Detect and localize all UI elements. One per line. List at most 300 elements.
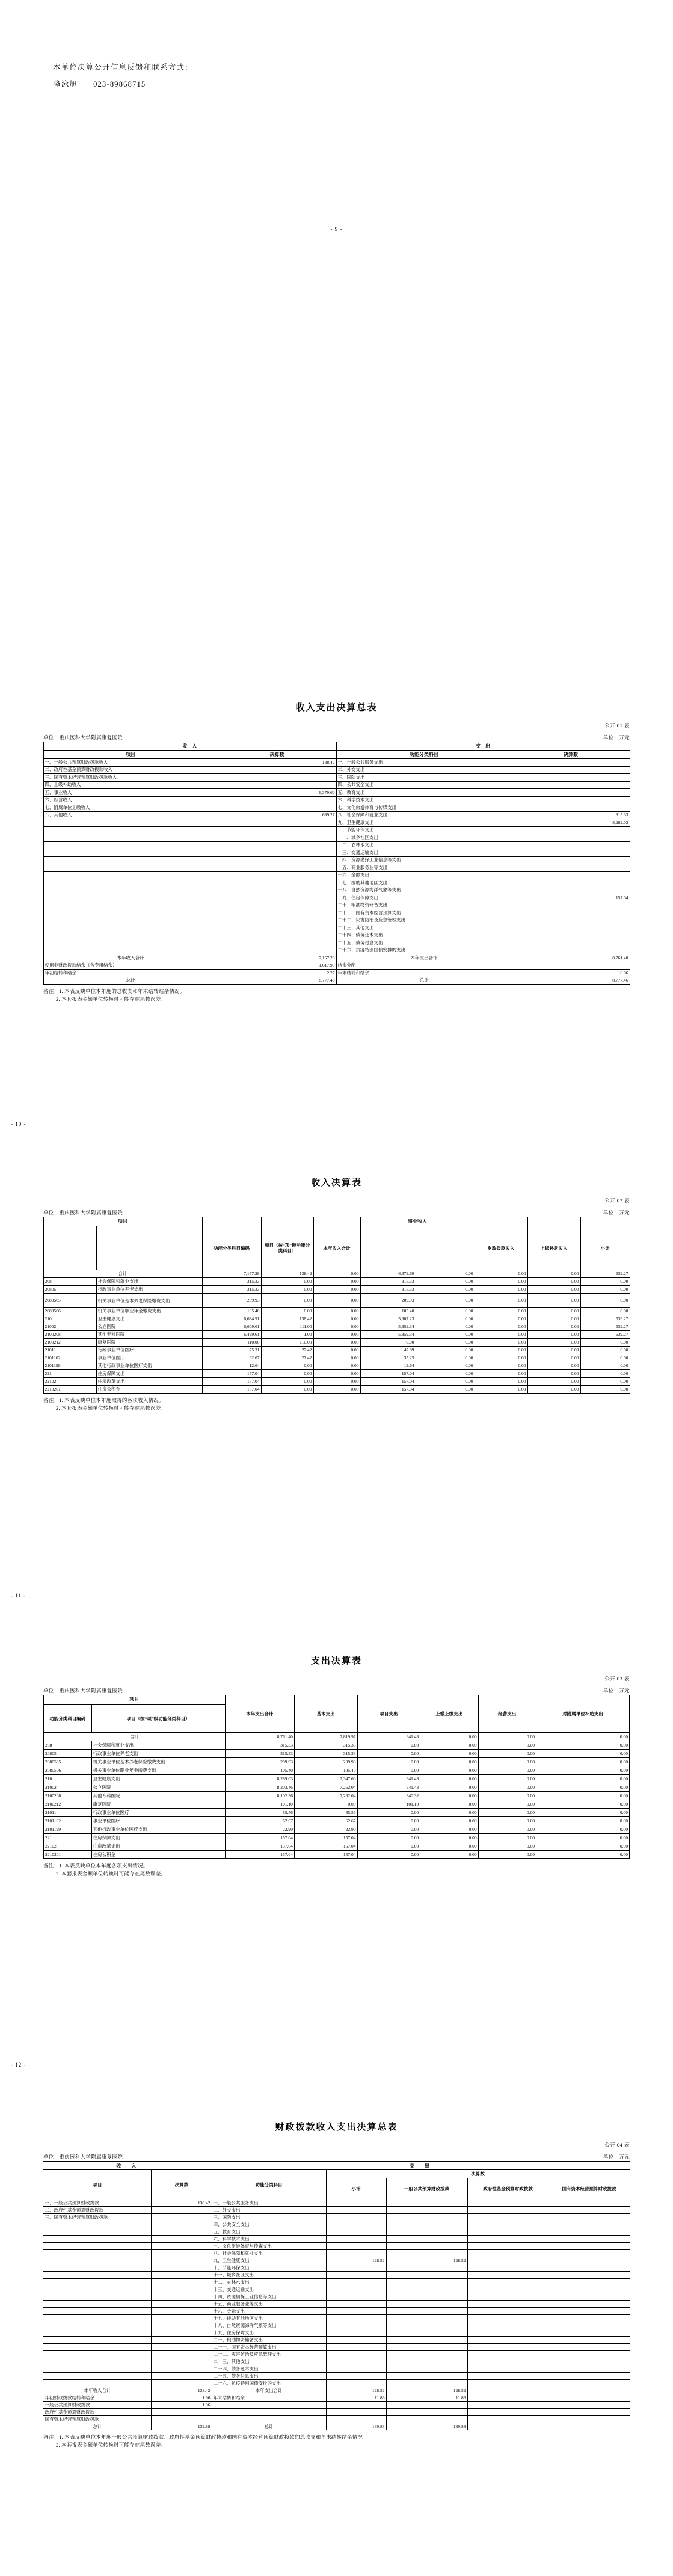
table1-head-final: 决算数: [218, 751, 336, 759]
table2-row-value-2: 0.00: [313, 1315, 360, 1323]
table1-income-value: [218, 902, 336, 909]
table2-row-value-5: 0.00: [475, 1270, 527, 1278]
table4-income-value: [152, 2380, 212, 2387]
table2-row-value-5: 0.00: [475, 1278, 527, 1286]
table2-row-value-6: 0.00: [527, 1386, 580, 1394]
table1-expend-label: 十六、金融支出: [336, 871, 512, 879]
table4-expend-label: 四、公共安全支出: [212, 2221, 326, 2228]
table2-row-value-3: 12.64: [360, 1362, 416, 1370]
table2-row-code: 2101199: [43, 1362, 96, 1370]
table1-income-label: [43, 932, 218, 939]
table2-row-value-2: 0.00: [313, 1286, 360, 1294]
table2-row-value-2: 0.00: [313, 1354, 360, 1362]
table-row: [43, 1347, 630, 1354]
table2-row-value-6: 0.00: [527, 1278, 580, 1286]
table1-income-value: [218, 766, 336, 774]
table1-expend-label: 十五、商业服务业等支出: [336, 864, 512, 872]
table4-summary-right-govfund: [467, 2416, 549, 2423]
table1-income-label: [43, 902, 218, 909]
table4-expend-subtotal: [326, 2301, 386, 2308]
table2-title: 收入决算表: [310, 1178, 362, 1188]
table3-row-value-4: 0.00: [478, 1766, 536, 1775]
table4-income-value: [152, 2344, 212, 2351]
table3-row-value-5: 0.00: [536, 1741, 629, 1750]
table1-expend-label: 十四、资源勘探工业信息等支出: [336, 856, 512, 864]
table1-summary-left-value: 2.27: [218, 970, 336, 977]
table1-summary-right-value: [512, 962, 630, 970]
table3-row-value-1: 315.33: [294, 1750, 357, 1758]
table4-income-value: [152, 2214, 212, 2221]
table2-row-name: 行政事业单位养老支出: [96, 1286, 202, 1294]
table1-income-label: 三、国有资本经营预算财政拨款收入: [43, 774, 218, 782]
table4-expend-govfund: [467, 2344, 549, 2351]
table2-row-name: 机关事业单位职业年金缴费支出: [96, 1308, 202, 1315]
table1-income-value: 138.42: [218, 759, 336, 767]
table-row: [43, 841, 630, 849]
table3-row-value-1: 209.93: [294, 1758, 357, 1766]
table1-income-label: [43, 924, 218, 932]
table4-expend-label: 十六、金融支出: [212, 2308, 326, 2315]
table2-row-value-7: 0.00: [580, 1278, 630, 1286]
table3-row-value-1: 7,347.60: [294, 1775, 357, 1783]
table3-row-value-0: 315.33: [225, 1741, 294, 1750]
table1-income-value: [218, 887, 336, 894]
table4-head-income: 收 入: [43, 2162, 212, 2170]
table2-row-name: 卫生健康支出: [96, 1315, 202, 1323]
table2-row-value-7: 0.00: [580, 1378, 630, 1386]
table2-row-value-2: 0.00: [313, 1370, 360, 1378]
table4-income-label: [43, 2228, 152, 2236]
table1-income-label: [43, 947, 218, 954]
table1-income-value: [218, 894, 336, 902]
table-row: [43, 856, 630, 864]
table4-expend-subtotal: [326, 2322, 386, 2329]
table2-row-value-7: 639.27: [580, 1315, 630, 1323]
table4-summary-left-label: 年初财政拨款结转和结余: [43, 2394, 152, 2402]
table2-row-value-1: 27.42: [261, 1347, 313, 1354]
table4-expend-label: 十八、自然资源海洋气象等支出: [212, 2322, 326, 2329]
table2-row-value-4: 0.00: [416, 1286, 475, 1294]
table4-income-label: [43, 2351, 152, 2358]
table4-expend-govfund: [467, 2199, 549, 2207]
table4-expend-stateasset: [549, 2329, 630, 2337]
table4-summary-left-value: [152, 2409, 212, 2416]
table4-expend-subtotal: [326, 2308, 386, 2315]
table1-income-label: [43, 871, 218, 879]
table2-row-value-2: 0.00: [313, 1347, 360, 1354]
table4-expend-govfund: [467, 2228, 549, 2236]
table3-row-value-4: 0.00: [478, 1800, 536, 1809]
table3-row-value-1: 7,819.97: [294, 1733, 357, 1741]
table-row: [43, 1354, 630, 1362]
table4-income-label: [43, 2286, 152, 2293]
table4-expend-general: [386, 2207, 467, 2214]
table1-expend-value: [512, 841, 630, 849]
table-row: [44, 1851, 630, 1859]
table1-summary-left-value: 1,617.90: [218, 962, 336, 970]
table-row: [43, 759, 630, 767]
table4-expend-general: [386, 2221, 467, 2228]
table4-expend-label: 二十二、灾害防治及应急管理支出: [212, 2351, 326, 2358]
table4-summary-left-value: 1.96: [152, 2394, 212, 2402]
table2-head-career-group: 事业收入: [360, 1217, 475, 1226]
table4-expend-label: 十五、商业服务业等支出: [212, 2301, 326, 2308]
table2-note-1: 备注：1. 本表反映单位本年度取得的各项收入情况。: [43, 1397, 164, 1403]
table3-row-value-3: 0.00: [420, 1792, 478, 1800]
table-row: [44, 1733, 630, 1741]
table2-row-value-5: 0.00: [475, 1386, 527, 1394]
table3-row-value-4: 0.00: [478, 1775, 536, 1783]
table1-expend-label: 十、节能环保支出: [336, 826, 512, 834]
table-row: [43, 1308, 630, 1315]
table-row: [44, 1750, 630, 1758]
table4-summary-right-stateasset: [549, 2423, 630, 2430]
table2-row-value-4: 0.00: [416, 1354, 475, 1362]
table4-expend-general: [386, 2250, 467, 2257]
table4-expend-stateasset: [549, 2308, 630, 2315]
table4-expend-govfund: [467, 2293, 549, 2301]
table3-row-value-3: 0.00: [420, 1775, 478, 1783]
table4-income-value: [152, 2329, 212, 2337]
table3-head-operating: 经营支出: [478, 1695, 536, 1733]
table2-row-value-1: 138.42: [261, 1270, 313, 1278]
table1-note-2: 2. 本套报表金额单位转换时可能存在尾数误差。: [56, 996, 167, 1002]
table2-row-name: 机关事业单位基本养老保险缴费支出: [96, 1294, 202, 1308]
table2-row-value-5: 0.00: [475, 1354, 527, 1362]
table-row: [43, 2315, 630, 2322]
table4-income-value: [152, 2315, 212, 2322]
table3-row-value-5: 0.00: [536, 1775, 629, 1783]
table4-expend-general: [386, 2373, 467, 2380]
table4-income-label: [43, 2322, 152, 2329]
table2-row-value-7: 0.00: [580, 1286, 630, 1294]
table-row: [43, 939, 630, 947]
table2-row-value-1: 111.00: [261, 1323, 313, 1331]
table3-row-value-5: 0.00: [536, 1800, 629, 1809]
table-row: [43, 2264, 630, 2272]
table4-expend-general: 128.52: [386, 2257, 467, 2264]
table-row: [43, 2207, 630, 2214]
table2-row-code: 21011: [43, 1347, 96, 1354]
table4-expend-govfund: [467, 2315, 549, 2322]
table2-note-2: 2. 本套报表金额单位转换时可能存在尾数误差。: [56, 1405, 167, 1411]
table3-row-value-4: 0.00: [478, 1842, 536, 1851]
table2-row-value-7: 0.00: [580, 1308, 630, 1315]
table2-row-value-5: 0.00: [475, 1308, 527, 1315]
table1-income-label: 一、一般公共预算财政拨款收入: [43, 759, 218, 767]
table-row: [43, 2221, 630, 2228]
table2-row-value-3: 157.04: [360, 1370, 416, 1378]
table4-expend-subtotal: [326, 2373, 386, 2380]
table1-summary-left-label: 本年收入合计: [43, 954, 218, 962]
table4-summary-right-label: 本年支出合计: [212, 2387, 326, 2394]
table4-income-value: 138.42: [152, 2199, 212, 2207]
table1-income-label: 二、政府性基金预算财政拨款收入: [43, 766, 218, 774]
table2-row-value-3: 5,859.34: [360, 1331, 416, 1339]
table-row: [43, 826, 630, 834]
table1-income-value: [218, 909, 336, 917]
table2-head-subtotal: 小计: [580, 1226, 630, 1270]
table4-expend-stateasset: [549, 2207, 630, 2214]
table1-summary-right-value: 8,761.40: [512, 954, 630, 962]
table2-row-value-6: 0.00: [527, 1315, 580, 1323]
table1-summary-left-label: 年初结转和结余: [43, 970, 218, 977]
table4-income-value: [152, 2293, 212, 2301]
table2-row-value-7: 0.00: [580, 1354, 630, 1362]
table4-expend-stateasset: [549, 2264, 630, 2272]
table4-income-label: [43, 2264, 152, 2272]
table1-income-label: 五、事业收入: [43, 789, 218, 797]
table3-row-value-0: 62.67: [225, 1817, 294, 1825]
table4-unit-label: 单位：重庆医科大学附属康复医院: [43, 2154, 123, 2160]
table4-income-value: [152, 2221, 212, 2228]
table1-head-income: 收 入: [43, 742, 336, 751]
table-row: [43, 1386, 630, 1394]
table4-summary-left-label: 总计: [43, 2423, 152, 2430]
table4-expend-stateasset: [549, 2373, 630, 2380]
table2-sheet-no: 公开 02 表: [604, 1197, 630, 1203]
contact-phone: 023-89868715: [93, 80, 146, 88]
table3-row-value-4: 0.00: [478, 1809, 536, 1817]
table-row: [43, 2250, 630, 2257]
table4-expend-govfund: [467, 2373, 549, 2380]
table4-expend-label: 八、社会保障和就业支出: [212, 2250, 326, 2257]
table-row: [43, 2308, 630, 2315]
table1-expend-label: 三、国防支出: [336, 774, 512, 782]
table1-expend-value: 157.04: [512, 894, 630, 902]
table3-row-code: 2101102: [44, 1817, 92, 1825]
table4-expend-subtotal: [326, 2236, 386, 2243]
table2-row-value-0: 157.04: [202, 1378, 261, 1386]
table4-expend-subtotal: [326, 2380, 386, 2387]
table-row: [43, 819, 630, 827]
table-row: [43, 932, 630, 939]
table3-row-value-4: 0.00: [478, 1834, 536, 1842]
table2-row-value-0: 6,609.61: [202, 1323, 261, 1331]
table4-expend-govfund: [467, 2351, 549, 2358]
table4-summary-right-general: 139.88: [386, 2423, 467, 2430]
table3-row-value-3: 0.00: [420, 1809, 478, 1817]
table-row: [43, 2365, 630, 2373]
table4-expend-govfund: [467, 2207, 549, 2214]
table-row: [43, 1370, 630, 1378]
table1-note-1: 备注：1. 本表反映单位本年度的总收支和年末结转结余情况。: [43, 988, 185, 994]
table1-income-value: [218, 781, 336, 789]
table2-amount-unit: 单位：万元: [603, 1210, 630, 1216]
table4-income-label: [43, 2243, 152, 2250]
table2-row-value-3: 315.33: [360, 1286, 416, 1294]
table4-income-label: [43, 2308, 152, 2315]
table4-income-value: [152, 2358, 212, 2365]
table4-expend-govfund: [467, 2221, 549, 2228]
table4-expend-govfund: [467, 2380, 549, 2387]
table4-expend-label: 六、科学技术支出: [212, 2236, 326, 2243]
table4-expend-stateasset: [549, 2358, 630, 2365]
table4-expend-label: 十三、交通运输支出: [212, 2286, 326, 2293]
table-row: [43, 781, 630, 789]
table1-income-value: [218, 879, 336, 887]
table4-summary-right-stateasset: [549, 2394, 630, 2402]
table2-row-value-3: 5,907.23: [360, 1315, 416, 1323]
table1-expend-label: 十二、农林水支出: [336, 841, 512, 849]
table2-row-value-0: 157.04: [202, 1370, 261, 1378]
table3-row-value-2: 0.00: [357, 1809, 420, 1817]
section-income-statement: [0, 1176, 673, 1412]
table2-row-value-6: 0.00: [527, 1370, 580, 1378]
table-row: [43, 2337, 630, 2344]
table2-row-value-1: 0.00: [261, 1308, 313, 1315]
table4-expend-label: 三、国防支出: [212, 2214, 326, 2221]
table-row: [44, 1783, 630, 1792]
table3-row-code: 22102: [44, 1842, 92, 1851]
table4-expend-subtotal: [326, 2214, 386, 2221]
table-row: [43, 879, 630, 887]
table1-income-label: [43, 826, 218, 834]
table1-expend-value: [512, 834, 630, 842]
table1-expend-value: [512, 902, 630, 909]
table-row-summary: [43, 2387, 630, 2394]
table3-row-value-3: 0.00: [420, 1842, 478, 1851]
table4-expend-stateasset: [549, 2365, 630, 2373]
table1-head-func: 功能分类科目: [336, 751, 512, 759]
table1-expend-value: [512, 947, 630, 954]
table2-row-value-0: 6,684.91: [202, 1315, 261, 1323]
table2-head-total: 本年收入合计: [313, 1226, 360, 1270]
table2-row-value-1: 138.42: [261, 1315, 313, 1323]
table3-row-name: 机关事业单位职业年金缴费支出: [91, 1766, 225, 1775]
table4-expend-subtotal: [326, 2228, 386, 2236]
table4-income-value: [152, 2286, 212, 2293]
table-row: [43, 2236, 630, 2243]
table-row: [43, 2344, 630, 2351]
table2-head-item-group: 项目: [43, 1217, 202, 1226]
table3-row-code: 20805: [44, 1750, 92, 1758]
table-row-summary: [43, 962, 630, 970]
table1-expend-value: [512, 909, 630, 917]
table3-row-value-1: 157.04: [294, 1834, 357, 1842]
table3-row-value-1: 315.33: [294, 1741, 357, 1750]
contact-name: 隆泳旭: [53, 80, 78, 88]
table2-row-value-7: 639.27: [580, 1323, 630, 1331]
table-row: [43, 2228, 630, 2236]
table3-row-code: 2080505: [44, 1758, 92, 1766]
table4-summary-right-stateasset: [549, 2416, 630, 2423]
table3-row-value-0: 101.10: [225, 1800, 294, 1809]
table3-row-code: 208: [44, 1741, 92, 1750]
table1-unit-label: 单位：重庆医科大学附属康复医院: [43, 734, 123, 740]
table4-expend-govfund: [467, 2250, 549, 2257]
table1-income-value: [218, 917, 336, 924]
table1-income-value: [218, 841, 336, 849]
table2-row-value-4: 0.00: [416, 1370, 475, 1378]
table3-row-name: 住房改革支出: [91, 1842, 225, 1851]
table4-expend-stateasset: [549, 2344, 630, 2351]
table-row: [43, 1362, 630, 1370]
table4-expend-general: [386, 2315, 467, 2322]
table4-summary-left-label: 一般公共预算财政拨款: [43, 2402, 152, 2409]
table1-expend-label: 六、科学技术支出: [336, 796, 512, 804]
table2-row-value-0: 157.04: [202, 1386, 261, 1394]
table4-expend-stateasset: [549, 2315, 630, 2322]
table1-expend-label: 二十、粮油物资储备支出: [336, 902, 512, 909]
table4-expend-stateasset: [549, 2228, 630, 2236]
table3-row-value-4: 0.00: [478, 1733, 536, 1741]
table4-income-value: [152, 2301, 212, 2308]
table3-row-value-3: 0.00: [420, 1741, 478, 1750]
table4-summary-right-subtotal: [326, 2416, 386, 2423]
table2-row-value-7: 0.00: [580, 1339, 630, 1347]
table4-expend-label: 二十三、其他支出: [212, 2358, 326, 2365]
table2-row-name: 其他行政事业单位医疗支出: [96, 1362, 202, 1370]
table2-row-value-3: 315.33: [360, 1278, 416, 1286]
table2-row-value-2: 0.00: [313, 1270, 360, 1278]
table4-expend-stateasset: [549, 2279, 630, 2286]
table3-head-item-group: 项目: [44, 1695, 226, 1705]
table3-row-value-4: 0.00: [478, 1817, 536, 1825]
table4-expend-subtotal: [326, 2351, 386, 2358]
table4-expend-general: [386, 2236, 467, 2243]
table1-head-final2: 决算数: [512, 751, 630, 759]
table1-expend-label: 四、公共安全支出: [336, 781, 512, 789]
table4-expend-general: [386, 2286, 467, 2293]
table1-expend-label: 十三、交通运输支出: [336, 849, 512, 857]
table1-expend-label: 十一、城乡社区支出: [336, 834, 512, 842]
table-row: [43, 2257, 630, 2264]
table1-expend-value: [512, 924, 630, 932]
table1-expend-label: 九、卫生健康支出: [336, 819, 512, 827]
table4-expend-general: [386, 2365, 467, 2373]
table1-income-value: [218, 819, 336, 827]
table3-row-value-3: 0.00: [420, 1817, 478, 1825]
page-number-11: - 11 -: [11, 1593, 26, 1599]
table2-row-value-1: 0.00: [261, 1386, 313, 1394]
table-row-summary: [43, 2402, 630, 2409]
table4-summary-right-general: 11.86: [386, 2394, 467, 2402]
table-row: [44, 1825, 630, 1834]
table-row: [44, 1809, 630, 1817]
table3-row-value-1: 157.04: [294, 1842, 357, 1851]
table1-income-value: [218, 856, 336, 864]
table4-income-label: [43, 2236, 152, 2243]
table4-head-expend: 支 出: [212, 2162, 630, 2170]
table2-row-value-4: 0.00: [416, 1378, 475, 1386]
table2-row-value-3: 5,859.34: [360, 1323, 416, 1331]
table3-row-value-5: 0.00: [536, 1809, 629, 1817]
table2-row-value-7: 0.00: [580, 1370, 630, 1378]
table4-expend-label: 十七、援助其他地区支出: [212, 2315, 326, 2322]
page-number-10: - 10 -: [11, 1121, 26, 1127]
table4-expend-govfund: [467, 2279, 549, 2286]
table4-expend-stateasset: [549, 2293, 630, 2301]
table3-row-name: 行政事业单位养老支出: [91, 1750, 225, 1758]
table2-row-value-4: 0.00: [416, 1294, 475, 1308]
table3-row-name: 其他专科医院: [91, 1792, 225, 1800]
table2-row-value-7: 639.27: [580, 1331, 630, 1339]
table3-row-code: 221: [44, 1834, 92, 1842]
table4-summary-right-label: 年末结转和结余: [212, 2394, 326, 2402]
table4-income-label: 一、一般公共预算财政拨款: [43, 2199, 152, 2207]
table4-expend-general: [386, 2264, 467, 2272]
table3-row-value-2: 0.00: [357, 1842, 420, 1851]
table4-expend-general: [386, 2337, 467, 2344]
table2-row-value-6: 0.00: [527, 1378, 580, 1386]
table-row: [43, 766, 630, 774]
table1-summary-right-label: 总计: [336, 977, 512, 985]
table3-row-value-0: 22.90: [225, 1825, 294, 1834]
table4-expend-general: [386, 2243, 467, 2250]
table4-expend-general: [386, 2228, 467, 2236]
table2-row-code: 2080506: [43, 1308, 96, 1315]
